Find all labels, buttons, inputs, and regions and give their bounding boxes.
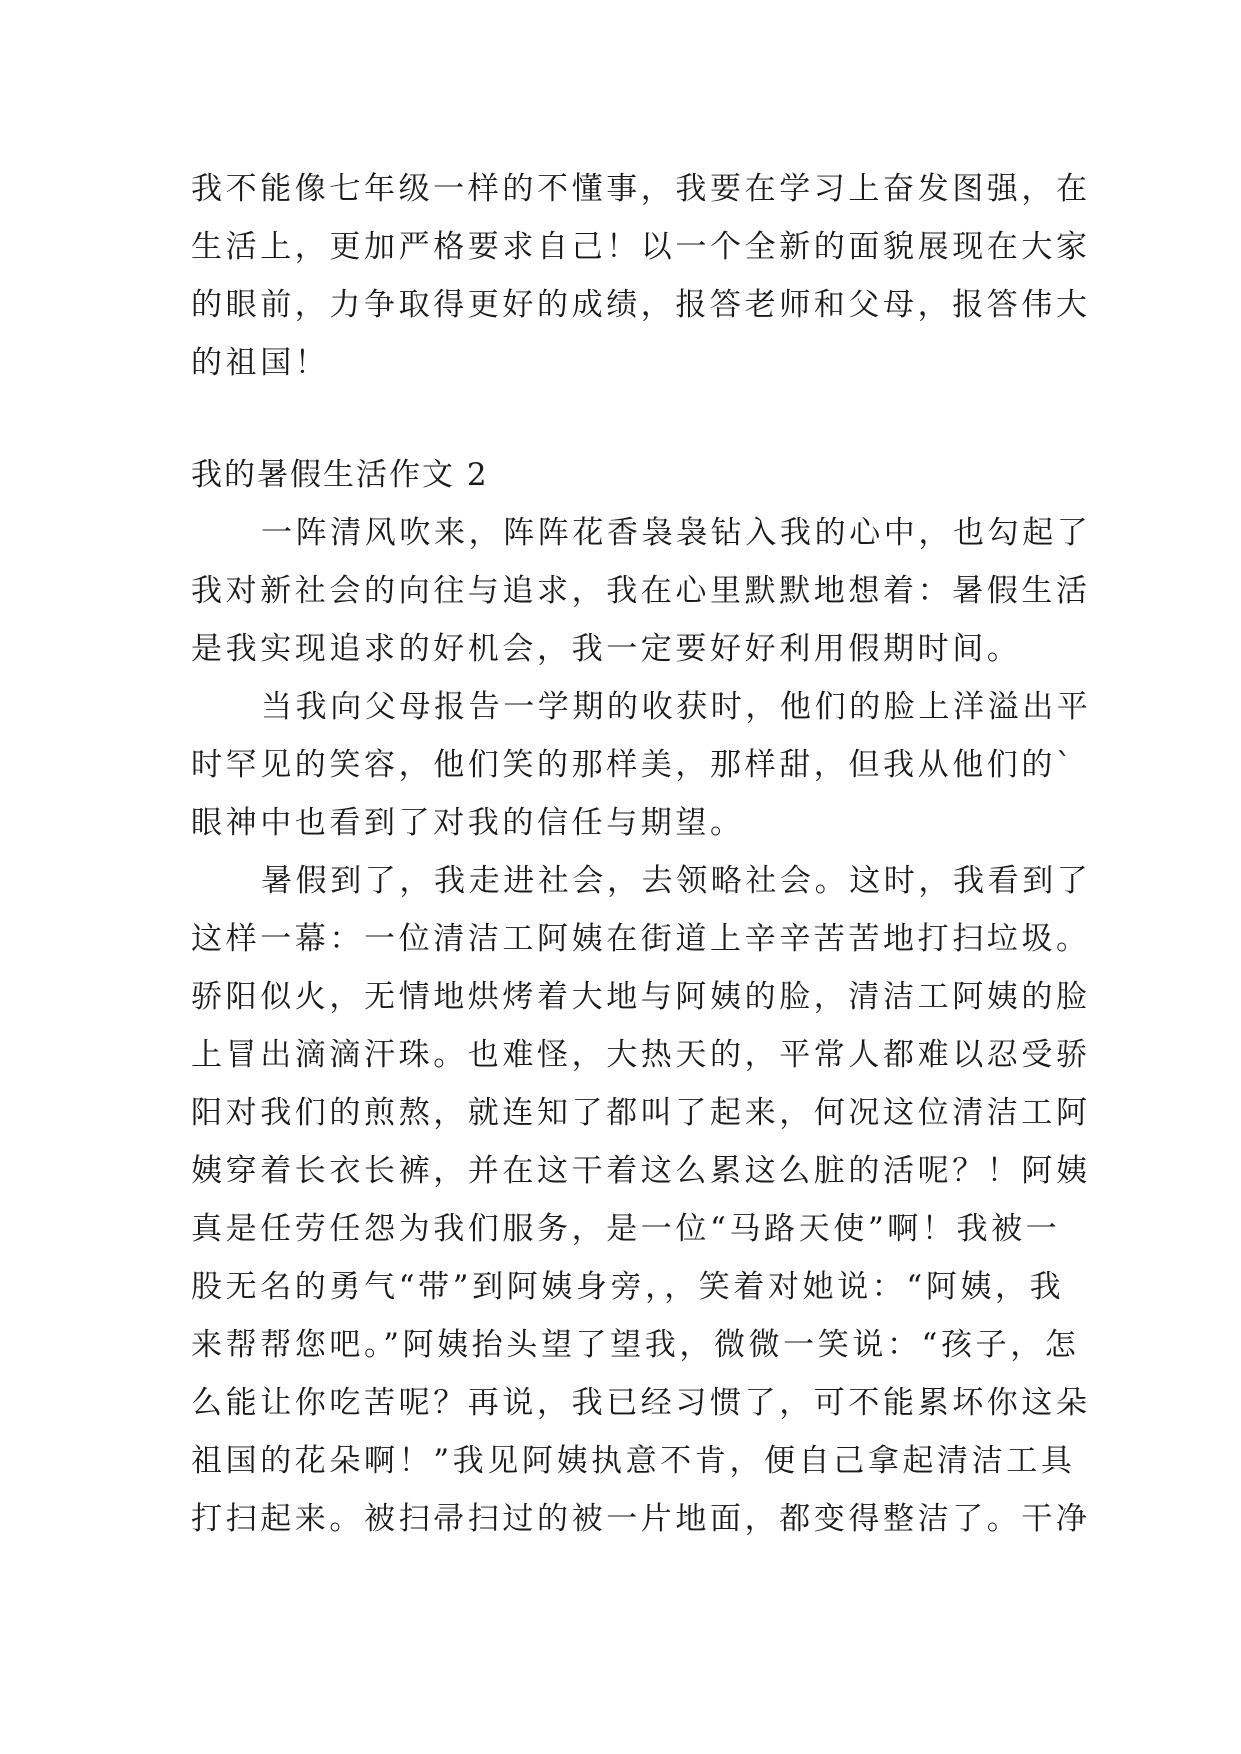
text-line: 的祖国！ (191, 345, 330, 381)
text-line: 这样一幕：一位清洁工阿姨在街道上辛辛苦苦地打扫垃圾。 (191, 921, 1091, 957)
text-line: 眼神中也看到了对我的信任与期望。 (191, 805, 745, 841)
text-line: 是我实现追求的好机会，我一定要好好利用假期时间。 (191, 631, 1022, 667)
text-line: 我不能像七年级一样的不懂事，我要在学习上奋发图强，在 (191, 171, 1091, 207)
text-line: 来帮帮您吧。”阿姨抬头望了望我，微微一笑说：“孩子，怎 (191, 1327, 1080, 1363)
text-line: 阳对我们的煎熬，就连知了都叫了起来，何况这位清洁工阿 (191, 1095, 1091, 1131)
text-line: 一阵清风吹来，阵阵花香袅袅钻入我的心中，也勾起了 (261, 515, 1092, 551)
text-line: 打扫起来。被扫帚扫过的被一片地面，都变得整洁了。干净 (191, 1501, 1091, 1537)
paragraph-2 (191, 678, 1092, 852)
text-line: 时罕见的笑容，他们笑的那样美，那样甜，但我从他们的` (191, 747, 1076, 783)
section-title: 我的暑假生活作文 2 (191, 457, 489, 493)
text-line: 当我向父母报告一学期的收获时，他们的脸上洋溢出平 (261, 689, 1092, 725)
text-line: 我对新社会的向往与追求，我在心里默默地想着：暑假生活 (191, 573, 1091, 609)
text-line: 的眼前，力争取得更好的成绩，报答老师和父母，报答伟大 (191, 287, 1091, 323)
intro-paragraph (191, 160, 1091, 392)
text-line: 生活上，更加严格要求自己！以一个全新的面貌展现在大家 (191, 229, 1091, 265)
text-line: 么能让你吃苦呢？再说，我已经习惯了，可不能累坏你这朵 (191, 1385, 1091, 1421)
paragraph-1 (191, 504, 1092, 678)
text-line: 姨穿着长衣长裤，并在这干着这么累这么脏的活呢？！阿姨 (191, 1153, 1091, 1189)
text-line: 暑假到了，我走进社会，去领略社会。这时，我看到了 (261, 863, 1092, 899)
text-line: 真是任劳任怨为我们服务，是一位“马路天使”啊！我被一 (191, 1211, 1061, 1247)
text-line: 股无名的勇气“带”到阿姨身旁，，笑着对她说：“阿姨，我 (191, 1269, 1065, 1305)
text-line: 上冒出滴滴汗珠。也难怪，大热天的，平常人都难以忍受骄 (191, 1037, 1091, 1073)
text-line: 祖国的花朵啊！”我见阿姨执意不肯，便自己拿起清洁工具 (191, 1443, 1076, 1479)
text-line: 骄阳似火，无情地烘烤着大地与阿姨的脸，清洁工阿姨的脸 (191, 979, 1091, 1015)
paragraph-3 (191, 852, 1092, 1548)
